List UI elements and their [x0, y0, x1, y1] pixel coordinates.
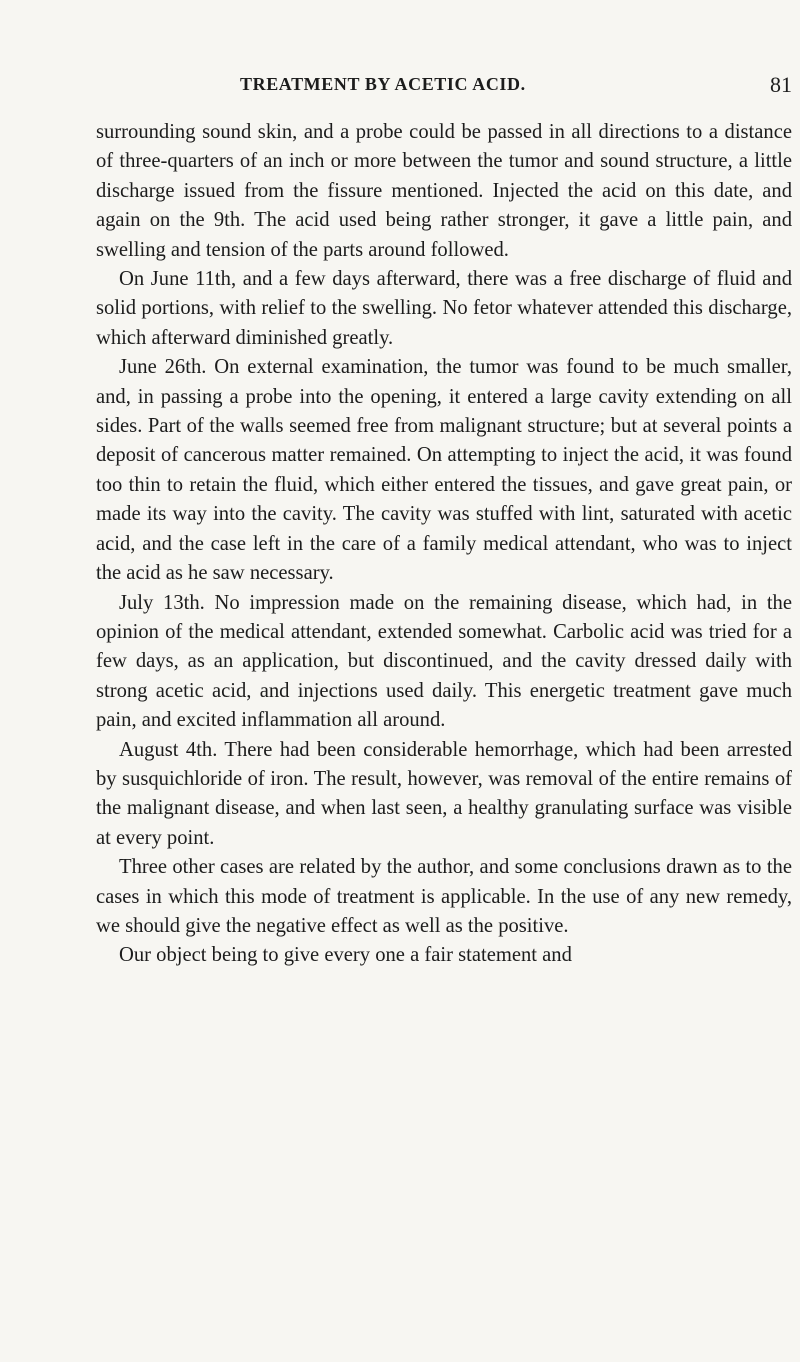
page-header	[96, 74, 792, 104]
paragraph: Our object being to give every one a fair statement and	[119, 944, 572, 967]
paragraph: August 4th. There had been considerable hemorrhage, which had been arrested by susquichloride of iron. The result, however, was removal of the entire remains of the malignant disease, and when last seen, a healthy granulating surface was visible at every point.	[96, 738, 792, 849]
page-number: 81	[770, 72, 792, 97]
paragraph: surrounding sound skin, and a probe could be passed in all directions to a distance of three-quarters of an inch or more between the tumor and sound structure, a little discharge issued from the fissure mentioned. Injected the acid on this date, and again on the 9th. The acid used being rather stronger, it gave a little pain, and swelling and tension of the parts around followed.	[96, 121, 792, 261]
running-title: TREATMENT BY ACETIC ACID.	[240, 74, 526, 94]
paragraph: On June 11th, and a few days afterward, there was a free discharge of fluid and solid portions, with relief to the swelling. No fetor whatever attended this discharge, which afterward diminished greatly.	[96, 268, 792, 349]
paragraph: June 26th. On external examination, the tumor was found to be much smaller, and, in passing a probe into the opening, it entered a large cavity extending on all sides. Part of the walls seemed free from malignant structure; but at several points a deposit of cancerous matter remained. On attempting to inject the acid, it was found too thin to retain the fluid, which either entered the tissues, and gave great pain, or made its way into the cavity. The cavity was stuffed with lint, saturated with acetic acid, and the case left in the care of a family medical attendant, who was to inject the acid as he saw necessary.	[96, 356, 792, 585]
paragraph: July 13th. No impression made on the remaining disease, which had, in the opinion of the medical attendant, extended somewhat. Carbolic acid was tried for a few days, as an application, but discontinued, and the cavity dressed daily with strong acetic acid, and injections used daily. This energetic treatment gave much pain, and excited inflammation all around.	[96, 591, 792, 732]
paragraph: Three other cases are related by the author, and some conclusions drawn as to the cases in which this mode of treatment is applicable. In the use of any new remedy, we should give the negative effect as well as the positive.	[96, 856, 792, 937]
body-text	[96, 118, 792, 971]
